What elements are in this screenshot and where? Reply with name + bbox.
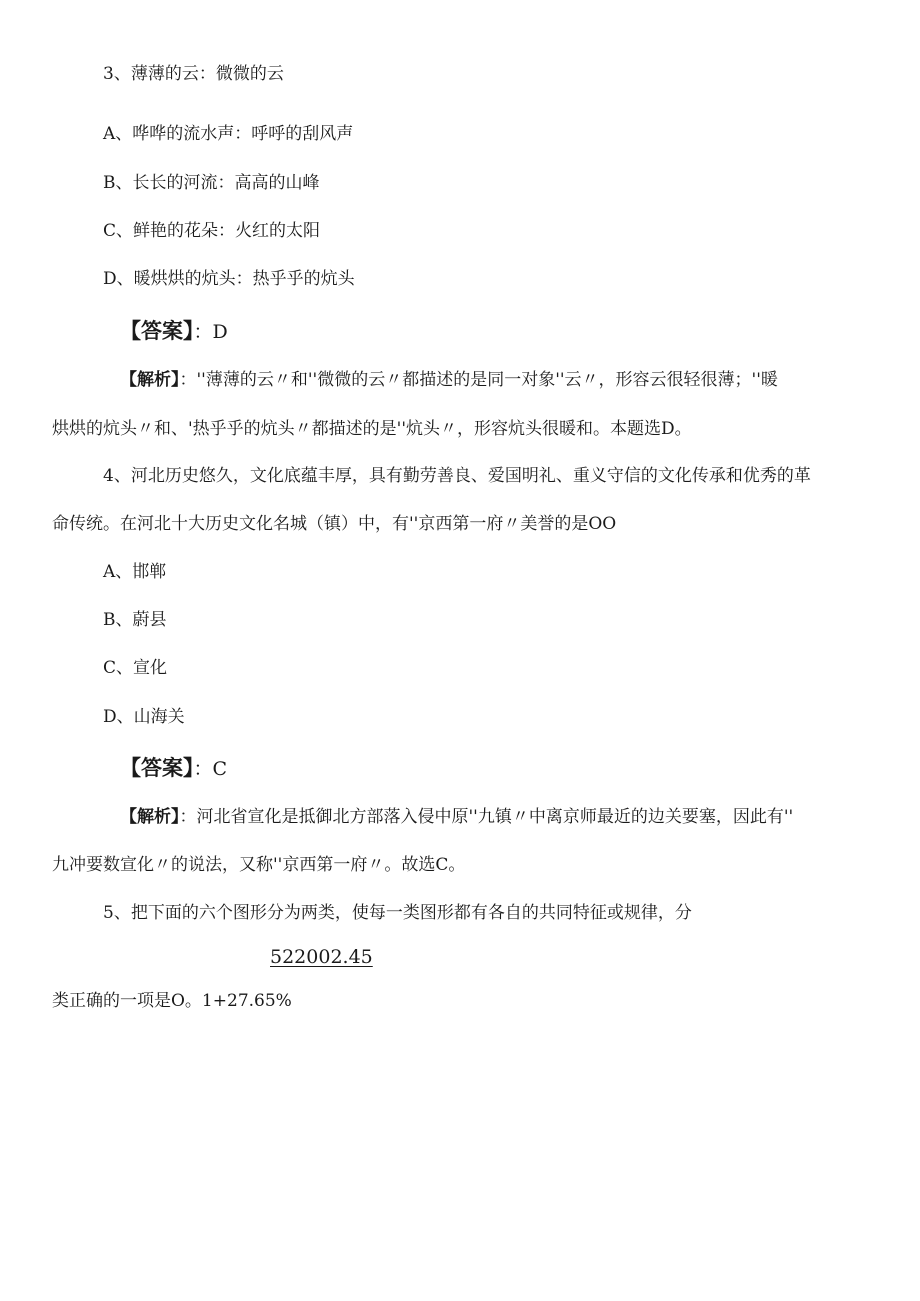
- q3-analysis-line2: 烘烘的炕头〃和、'热乎乎的炕头〃都描述的是''炕头〃，形容炕头很暖和。本题选D。: [52, 419, 692, 439]
- q3-answer-label: 【答案】: [120, 319, 194, 343]
- q3-option-d: D、暖烘烘的炕头：热乎乎的炕头: [103, 269, 355, 289]
- q3-analysis-line1: [120, 368, 778, 392]
- q3-answer-value: ：D: [193, 321, 228, 343]
- q3-option-a: A、哗哗的流水声：呼呼的刮风声: [103, 124, 354, 144]
- q4-answer: [120, 754, 227, 783]
- q5-stem-line2: 类正确的一项是O。1+27.65%: [52, 991, 292, 1011]
- q5-underlined-number: 522002.45: [270, 946, 373, 968]
- q4-option-c: C、宣化: [103, 658, 168, 678]
- q3-option-c: C、鲜艳的花朵：火红的太阳: [103, 221, 321, 241]
- q4-stem-line1: 4、河北历史悠久，文化底蕴丰厚，具有勤劳善良、爱国明礼、重义守信的文化传承和优秀的革: [103, 466, 811, 486]
- q4-stem-line2: 命传统。在河北十大历史文化名城（镇）中，有''京西第一府〃美誉的是OO: [52, 514, 617, 534]
- q4-option-d: D、山海关: [103, 707, 185, 727]
- q3-option-b: B、长长的河流：高高的山峰: [103, 173, 320, 193]
- q4-analysis-line1: [120, 805, 793, 829]
- q4-option-b: B、蔚县: [103, 610, 167, 630]
- q3-analysis-text1: ：''薄薄的云〃和''微微的云〃都描述的是同一对象''云〃，形容云很轻很薄；''暖: [179, 370, 778, 390]
- q3-stem: 3、薄薄的云：微微的云: [103, 64, 284, 84]
- q3-answer: [120, 317, 228, 346]
- q4-option-a: A、邯郸: [103, 562, 167, 582]
- q5-stem-line1: 5、把下面的六个图形分为两类，使每一类图形都有各自的共同特征或规律，分: [103, 903, 692, 923]
- q3-analysis-label: 【解析】: [120, 370, 180, 390]
- q4-answer-label: 【答案】: [120, 756, 194, 780]
- q4-analysis-label: 【解析】: [120, 807, 180, 827]
- q4-analysis-text1: ：河北省宣化是抵御北方部落入侵中原''九镇〃中离京师最近的边关要塞，因此有'': [179, 807, 794, 827]
- q4-answer-value: ：C: [193, 758, 228, 780]
- q4-analysis-line2: 九冲要数宣化〃的说法，又称''京西第一府〃。故选C。: [52, 855, 466, 875]
